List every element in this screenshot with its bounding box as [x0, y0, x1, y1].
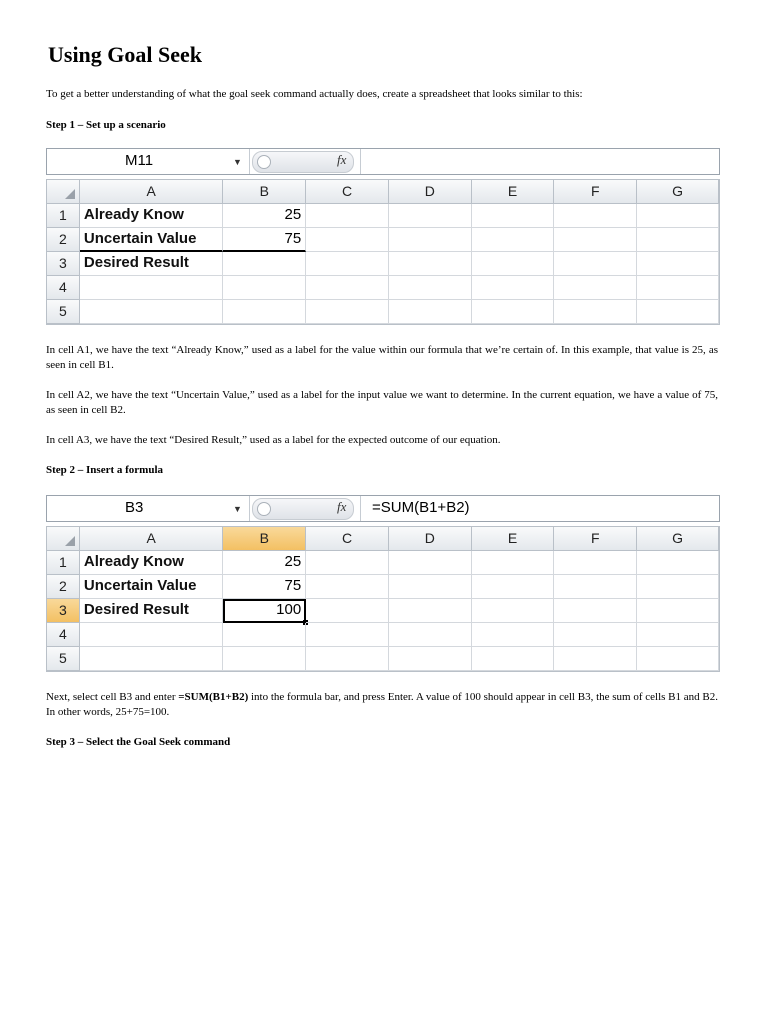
column-header-f[interactable]: F — [554, 527, 637, 551]
cell-d3[interactable] — [389, 252, 472, 276]
cell-c2[interactable] — [306, 575, 389, 599]
cell-f3[interactable] — [554, 599, 637, 623]
cell-c3[interactable] — [306, 599, 389, 623]
column-header-g[interactable]: G — [637, 180, 719, 204]
cell-grid — [46, 179, 720, 325]
cell-e1[interactable] — [472, 204, 555, 228]
column-header-a[interactable]: A — [80, 527, 224, 551]
cell-c2[interactable] — [306, 228, 389, 252]
table-row — [47, 300, 719, 324]
cell-b1[interactable]: 25 — [223, 204, 306, 228]
cell-f1[interactable] — [554, 551, 637, 575]
cell-e3[interactable] — [472, 599, 555, 623]
cell-d5[interactable] — [389, 300, 472, 324]
next-text-before: Next, select cell B3 and enter — [46, 691, 179, 703]
cell-a1[interactable]: Already Know — [80, 204, 224, 228]
cell-b3[interactable] — [223, 252, 306, 276]
column-header-g[interactable]: G — [637, 527, 719, 551]
cell-d2[interactable] — [389, 228, 472, 252]
step-3-heading: Step 3 – Select the Goal Seek command — [46, 736, 231, 748]
paragraph-cell-a3: In cell A3, we have the text “Desired Result,” used as a label for the expected outcome of our equation. — [46, 434, 501, 446]
cell-e5[interactable] — [472, 647, 555, 671]
cell-a3[interactable]: Desired Result — [80, 599, 224, 623]
cell-a5[interactable] — [80, 647, 224, 671]
cell-f3[interactable] — [554, 252, 637, 276]
row-header-1[interactable]: 1 — [47, 204, 80, 228]
cell-e4[interactable] — [472, 276, 555, 300]
row-header-3[interactable]: 3 — [47, 252, 80, 276]
next-formula-text: =SUM(B1+B2) — [178, 691, 249, 703]
cell-e2[interactable] — [472, 575, 555, 599]
formula-input[interactable]: =SUM(B1+B2) — [372, 499, 470, 516]
table-row — [47, 623, 719, 647]
cell-c1[interactable] — [306, 204, 389, 228]
cell-g5[interactable] — [637, 647, 719, 671]
row-header-3[interactable]: 3 — [47, 599, 80, 623]
row-header-1[interactable]: 1 — [47, 551, 80, 575]
spreadsheet-2 — [46, 495, 720, 672]
select-all-button[interactable] — [47, 527, 80, 551]
table-row — [47, 575, 719, 599]
cell-f1[interactable] — [554, 204, 637, 228]
cell-d4[interactable] — [389, 623, 472, 647]
cell-c1[interactable] — [306, 551, 389, 575]
column-header-b[interactable]: B — [223, 180, 306, 204]
paragraph-cell-a2: In cell A2, we have the text “Uncertain Value,” used as a label for the input value we want to determine. In the current equation, we have a value of 75, as seen in cell B2. — [46, 389, 718, 416]
cell-g2[interactable] — [637, 228, 719, 252]
column-header-d[interactable]: D — [389, 180, 472, 204]
cell-f5[interactable] — [554, 647, 637, 671]
cell-b2[interactable]: 75 — [223, 575, 306, 599]
table-row — [47, 599, 719, 623]
cell-a2[interactable]: Uncertain Value — [80, 228, 224, 252]
cell-g1[interactable] — [637, 204, 719, 228]
table-row — [47, 551, 719, 575]
cell-c4[interactable] — [306, 276, 389, 300]
cell-grid — [46, 526, 720, 672]
cell-f2[interactable] — [554, 228, 637, 252]
row-header-4[interactable]: 4 — [47, 623, 80, 647]
table-row — [47, 228, 719, 252]
name-box[interactable] — [47, 496, 250, 521]
table-row — [47, 252, 719, 276]
cell-a4[interactable] — [80, 623, 224, 647]
insert-function-icon[interactable]: fx — [337, 499, 347, 514]
row-header-4[interactable]: 4 — [47, 276, 80, 300]
column-header-e[interactable]: E — [472, 180, 555, 204]
cell-b2[interactable]: 75 — [223, 228, 306, 252]
column-header-f[interactable]: F — [554, 180, 637, 204]
row-header-2[interactable]: 2 — [47, 575, 80, 599]
cell-g4[interactable] — [637, 623, 719, 647]
cell-g3[interactable] — [637, 252, 719, 276]
row-header-5[interactable]: 5 — [47, 647, 80, 671]
cell-e2[interactable] — [472, 228, 555, 252]
cell-a4[interactable] — [80, 276, 224, 300]
chevron-down-icon[interactable]: ▼ — [233, 157, 242, 167]
column-header-a[interactable]: A — [80, 180, 224, 204]
name-box[interactable] — [47, 149, 250, 174]
cell-c3[interactable] — [306, 252, 389, 276]
table-row — [47, 647, 719, 671]
column-header-d[interactable]: D — [389, 527, 472, 551]
cell-e3[interactable] — [472, 252, 555, 276]
cell-d1[interactable] — [389, 204, 472, 228]
cell-e5[interactable] — [472, 300, 555, 324]
column-header-c[interactable]: C — [306, 180, 389, 204]
cell-b5[interactable] — [223, 647, 306, 671]
cell-a5[interactable] — [80, 300, 224, 324]
column-header-b[interactable]: B — [223, 527, 306, 551]
cell-a3[interactable]: Desired Result — [80, 252, 224, 276]
column-header-row — [47, 180, 719, 204]
table-row — [47, 204, 719, 228]
cell-e1[interactable] — [472, 551, 555, 575]
insert-function-icon[interactable]: fx — [337, 152, 347, 167]
cell-a2[interactable]: Uncertain Value — [80, 575, 224, 599]
cell-g4[interactable] — [637, 276, 719, 300]
paragraph-next-step — [46, 690, 718, 720]
cell-b3-value: 100 — [276, 601, 302, 618]
cell-b4[interactable] — [223, 276, 306, 300]
column-header-c[interactable]: C — [306, 527, 389, 551]
step-1-heading: Step 1 – Set up a scenario — [46, 119, 166, 131]
cell-b1[interactable]: 25 — [223, 551, 306, 575]
cell-f4[interactable] — [554, 276, 637, 300]
cell-f2[interactable] — [554, 575, 637, 599]
cell-f4[interactable] — [554, 623, 637, 647]
cell-d5[interactable] — [389, 647, 472, 671]
cell-c4[interactable] — [306, 623, 389, 647]
cell-d4[interactable] — [389, 276, 472, 300]
spreadsheet-1 — [46, 148, 720, 325]
name-box-value: B3 — [125, 499, 144, 516]
page-title: Using Goal Seek — [48, 42, 203, 67]
cell-g5[interactable] — [637, 300, 719, 324]
next-text-after: into the formula bar, and press Enter. A value of 100 should appear in cell B3, the sum of cells B1 and B2. In other words, 25+75=100. — [46, 691, 718, 718]
table-row — [47, 276, 719, 300]
chevron-down-icon[interactable]: ▼ — [233, 504, 242, 514]
cell-e4[interactable] — [472, 623, 555, 647]
cell-g1[interactable] — [637, 551, 719, 575]
cell-b5[interactable] — [223, 300, 306, 324]
cell-c5[interactable] — [306, 300, 389, 324]
intro-paragraph: To get a better understanding of what the goal seek command actually does, create a spreadsheet that looks similar to this: — [46, 88, 583, 100]
paragraph-cell-a1: In cell A1, we have the text “Already Know,” used as a label for the value within our formula that we’re certain of. In this example, that value is 25, as seen in cell B1. — [46, 344, 718, 371]
column-header-e[interactable]: E — [472, 527, 555, 551]
row-header-2[interactable]: 2 — [47, 228, 80, 252]
cell-g2[interactable] — [637, 575, 719, 599]
cell-b3-active[interactable] — [223, 599, 306, 623]
cell-a1[interactable]: Already Know — [80, 551, 224, 575]
cell-f5[interactable] — [554, 300, 637, 324]
cell-d3[interactable] — [389, 599, 472, 623]
column-header-row — [47, 527, 719, 551]
row-header-5[interactable]: 5 — [47, 300, 80, 324]
cell-d1[interactable] — [389, 551, 472, 575]
name-box-value: M11 — [125, 152, 154, 169]
cell-b4[interactable] — [223, 623, 306, 647]
cell-g3[interactable] — [637, 599, 719, 623]
cell-c5[interactable] — [306, 647, 389, 671]
formula-bar — [46, 495, 720, 522]
step-2-heading: Step 2 – Insert a formula — [46, 464, 164, 476]
formula-bar — [46, 148, 720, 175]
select-all-button[interactable] — [47, 180, 80, 204]
cell-d2[interactable] — [389, 575, 472, 599]
